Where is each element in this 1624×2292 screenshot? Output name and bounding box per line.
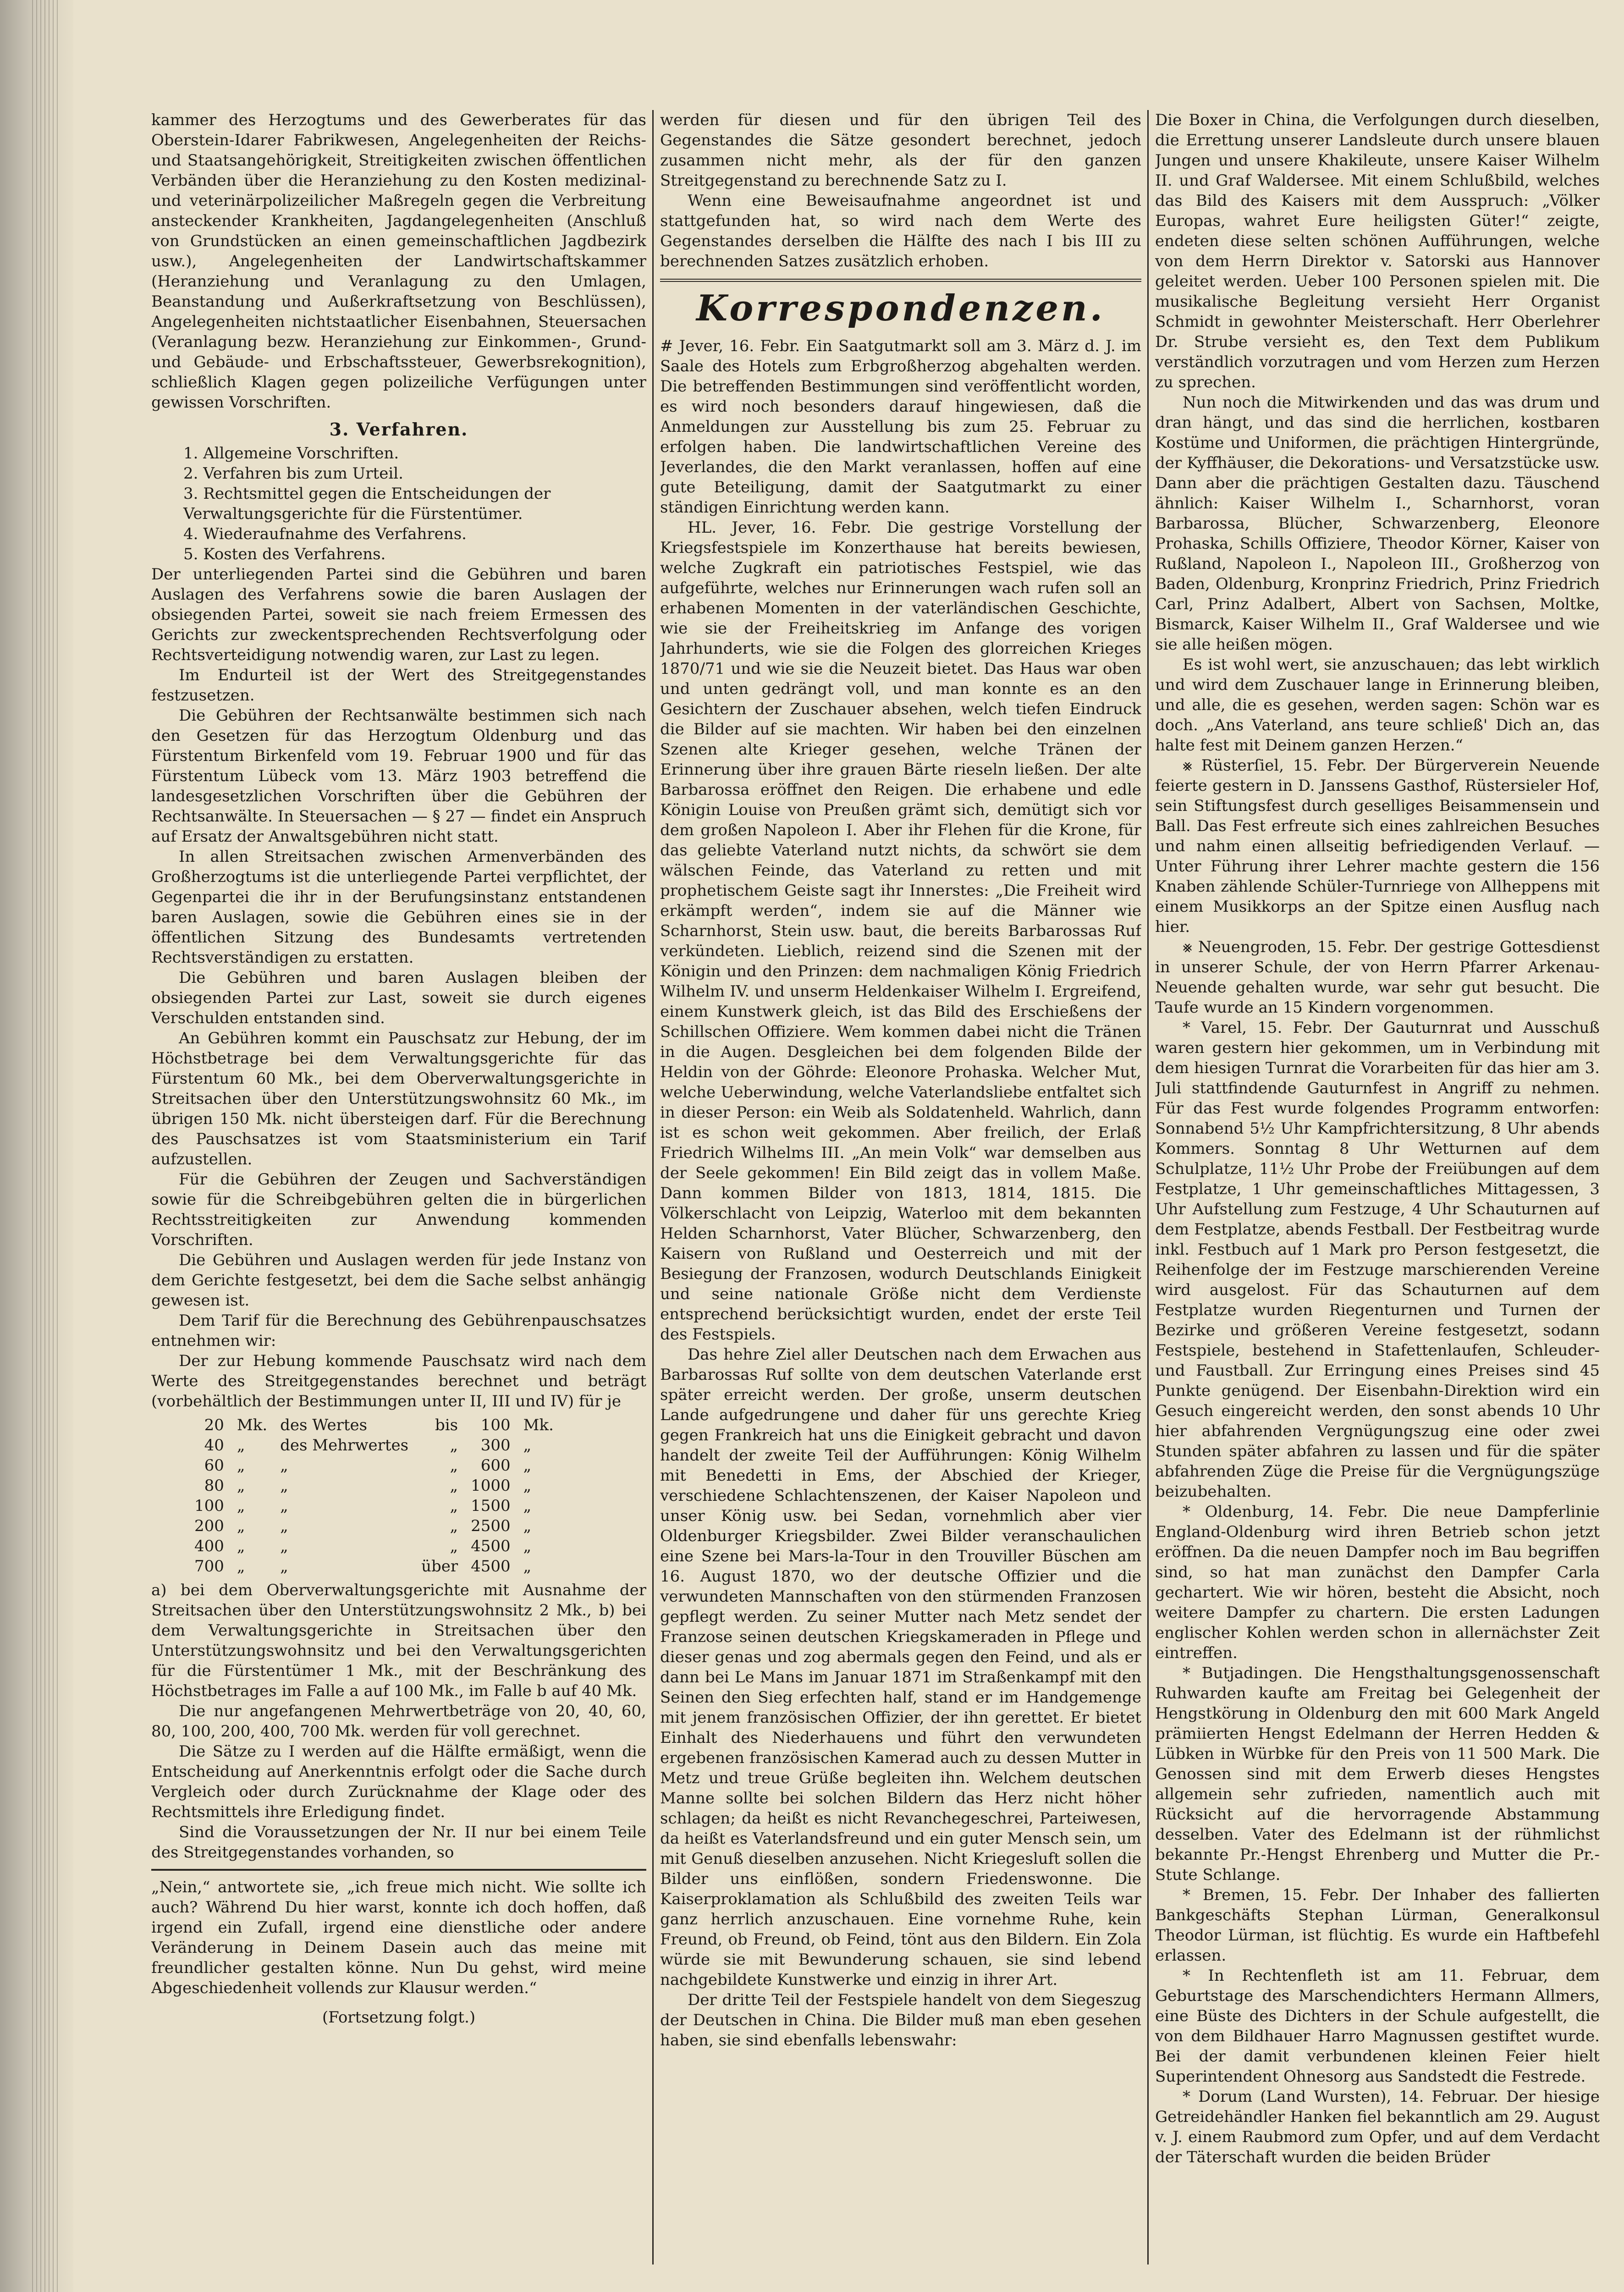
section-headline: Korrespondenzen.	[696, 287, 1105, 329]
news-item: # Jever, 16. Febr. Ein Saatgutmarkt soll am 3. März d. J. im Saale des Hotels zum Erbgroßherzog abgehalten werden. Die betreffenden Bestimmungen sind veröffentlicht worden, es wird noch besonders darauf hingewiesen, daß die Anmeldungen zur Ausstellung bis zum 25. Februar zu erfolgen haben. Die landwirtschaftlichen Vereine des Jeverlandes, die den Markt veranlassen, hoffen auf eine gute Beteiligung, damit der Saatgutmarkt zu einer ständigen Einrichtung werden kann.	[660, 337, 1141, 517]
table-cell: 80	[204, 1477, 224, 1495]
table-cell: „	[280, 1477, 288, 1495]
list-item: 4. Wiederaufnahme des Verfahrens.	[183, 525, 467, 543]
news-item: * In Rechtenfleth ist am 11. Februar, dem Geburtstage des Marschendichters Hermann Allmers, eine Büste des Dichters in der Schule aufgestellt, die von dem Bildhauer Harro Magnussen gestiftet wurde. Bei der damit verbundenen kleinen Feier hielt Superintendent Ohnesorg aus Sandstedt die Festrede.	[1155, 1967, 1600, 2086]
paragraph: Das hehre Ziel aller Deutschen nach dem Erwachen aus Barbarossas Ruf sollte von dem deutschen Vaterlande erst später erreicht werden. Der große, unserm deutschen Lande aufgedrungene und daher für uns gerechte Krieg gegen Frankreich hat uns die Einigkeit gebracht und davon handelt der zweite Teil der Aufführungen: König Wilhelm mit Benedetti in Ems, der Abschied der Krieger, verschiedene Schlachtenszenen, der Kaiser Napoleon und unser König usw. bei Sedan, vornehmlich aber vier Oldenburger Kriegsbilder. Zwei Bilder veranschaulichen eine Szene bei Mars-la-Tour in den Trouviller Büschen am 16. August 1870, wo der deutsche Offizier und die verwundeten Mannschaften von den stürmenden Franzosen gepflegt werden. Zu seiner Mutter nach Metz sendet der Franzose seinen deutschen Kriegskameraden in Pflege und dieser genas und zog abermals gegen den Feind, und als er dann bei Le Mans im Januar 1871 im Straßenkampf mit den Seinen den Sieg erfechten half, stand er im Handgemenge mit jenem französischen Offizier, der ihn gerettet. Er bietet Einhalt des Niederhauens und führt den verwundeten ergebenen französischen Kamerad auch zu dessen Mutter in Metz und treue Grüße begleiten ihn. Welchem deutschen Manne sollte bei solchen Bildern das Herz nicht höher schlagen; da heißt es nicht Revanchegeschrei, Parteiwesen, da heißt es Vaterlandsfreund und ein guter Mensch sein, um mit Genuß dieselben anzusehen. Nicht Kriegesluft sollen die Bilder uns einflößen, sondern Friedenswonne. Die Kaiserproklamation als Schlußbild des zweiten Teils war ganz herrlich anzuschauen. Eine vornehme Ruhe, kein Freund, ob Freund, ob Feind, tönt aus den Bildern. Ein Zola würde sie mit Bewunderung schauen, sie sind lebend nachgebildete Kunstwerke und einzig in ihrer Art.	[660, 1345, 1141, 1989]
table-cell: des Mehrwertes	[280, 1436, 409, 1455]
table-cell: „	[450, 1497, 458, 1515]
table-cell: 200	[194, 1517, 224, 1535]
paragraph: Wenn eine Beweisaufnahme angeordnet ist und stattgefunden hat, so wird nach dem Werte des Gegenstandes derselben die Hälfte des nach I bis III zu berechnenden Satzes zusätzlich erhoben.	[660, 192, 1141, 270]
table-cell: „	[280, 1497, 288, 1515]
paragraph: Der zur Hebung kommende Pauschsatz wird nach dem Werte des Streitgegenstandes berechnet und beträgt (vorbehältlich der Bestimmungen unter II, III und IV) für je	[151, 1352, 646, 1410]
table-cell: „	[523, 1517, 532, 1535]
table-cell: Mk.	[523, 1416, 554, 1434]
table-cell: „	[237, 1477, 245, 1495]
table-cell: Mk.	[237, 1416, 268, 1434]
section-heading: 3. Verfahren.	[329, 419, 468, 440]
binding-threads	[32, 0, 60, 2292]
table-cell: 60	[204, 1456, 224, 1475]
paragraph: Die nur angefangenen Mehrwertbeträge von 20, 40, 60, 80, 100, 200, 400, 700 Mk. werden für voll gerechnet.	[151, 1702, 646, 1741]
paragraph: Die Gebühren und Auslagen werden für jede Instanz von dem Gerichte festgesetzt, bei dem die Sache selbst anhängig gewesen ist.	[151, 1251, 646, 1310]
table-cell: 40	[204, 1436, 224, 1455]
table-cell: 1000	[471, 1477, 511, 1495]
table-cell: über	[421, 1557, 458, 1576]
table-cell: „	[523, 1477, 532, 1495]
table-cell: 600	[480, 1456, 511, 1475]
table-cell: bis	[435, 1416, 458, 1434]
table-cell: „	[450, 1436, 458, 1455]
list-item: 1. Allgemeine Vorschriften.	[183, 444, 399, 463]
paragraph: Für die Gebühren der Zeugen und Sachverständigen sowie für die Schreibgebühren gelten die in bürgerlichen Rechtsstreitigkeiten zur Anwendung kommenden Vorschriften.	[151, 1170, 646, 1249]
table-cell: 300	[480, 1436, 511, 1455]
table-cell: „	[450, 1517, 458, 1535]
table-cell: „	[280, 1517, 288, 1535]
table-row	[188, 1496, 560, 1516]
paragraph: Der dritte Teil der Festspiele handelt von dem Siegeszug der Deutschen in China. Die Bilder muß man eben gesehen haben, sie sind ebenfalls lebenswahr:	[660, 1991, 1141, 2050]
table-cell: des Wertes	[280, 1416, 368, 1434]
divider	[660, 279, 1141, 282]
table-cell: 4500	[471, 1537, 511, 1555]
table-cell: „	[280, 1557, 288, 1576]
table-cell: „	[237, 1497, 245, 1515]
paragraph: Im Endurteil ist der Wert des Streitgegenstandes festzusetzen.	[151, 666, 646, 705]
news-item: * Varel, 15. Febr. Der Gauturnrat und Ausschuß waren gestern hier gekommen, um in Verbindung mit dem hiesigen Turnrat die Vorarbeiten für das hier am 3. Juli stattfindende Gauturnfest in Angriff zu nehmen. Für das Fest wurde folgendes Programm entworfen: Sonnabend 5½ Uhr Kampfrichtersitzung, 8 Uhr abends Kommers. Sonntag 8 Uhr Wetturnen auf dem Schulplatze, 11½ Uhr Probe der Freiübungen auf dem Festplatze, 1 Uhr gemeinschaftliches Mittagessen, 3 Uhr Aufstellung zum Festzuge, 4 Uhr Schauturnen auf dem Festplatze, abends Festball. Der Festbeitrag wurde inkl. Festbuch auf 1 Mark pro Person festgesetzt, die Reihenfolge der im Festzuge marschierenden Vereine wird ausgelost. Für das Schauturnen auf dem Festplatze wurden Riegenturnen und Turnen der Bezirke und größeren Vereine festgesetzt, sodann Festspiele, bestehend in Stafettenlaufen, Schleuder- und Faustball. Zur Erringung eines Preises sind 45 Punkte genügend. Der Eisenbahn-Direktion wird ein Gesuch eingereicht werden, den sonst abends 10 Uhr hier abfahrenden Vergnügungszug eine oder zwei Stunden später abfahren zu lassen und für die später abfahrenden Züge die Preise für die Vergnügungszüge beizubehalten.	[1155, 1019, 1600, 1501]
news-item: * Oldenburg, 14. Febr. Die neue Dampferlinie England-Oldenburg wird ihren Betrieb schon jetzt eröffnen. Da die neuen Dampfer noch im Bau begriffen sind, so hat man zunächst den Dampfer Carla gechartert. Wie wir hören, besteht die Absicht, noch weitere Dampfer zu chartern. Die ersten Ladungen englischer Kohlen werden schon in allernächster Zeit eintreffen.	[1155, 1503, 1600, 1662]
binding-gutter	[0, 0, 73, 2292]
news-item: * Bremen, 15. Febr. Der Inhaber des fallierten Bankgeschäfts Stephan Lürman, Generalkonsul Theodor Lürman, ist flüchtig. Es wurde ein Haftbefehl erlassen.	[1155, 1886, 1600, 1965]
news-item: HL. Jever, 16. Febr. Die gestrige Vorstellung der Kriegsfestspiele im Konzerthause hat bereits bewiesen, welche Zugkraft ein patriotisches Festspiel, wie das aufgeführte, welches nur Erinnerungen wach rufen soll an erhabenen Momenten in der vaterländischen Geschichte, wie sie der Freiheitskrieg im Anfange des vorigen Jahrhunderts, wie sie die Folgen des glorreichen Krieges 1870/71 und wie sie die Neuzeit bietet. Das Haus war oben und unten gedrängt voll, und man konnte es an den Gesichtern der Zuschauer absehen, welch tiefen Eindruck die Bilder auf sie machten. Wir haben bei den einzelnen Szenen alte Krieger gesehen, welche Tränen der Erinnerung über ihre grauen Bärte rieseln ließen. Der alte Barbarossa eröffnet den Reigen. Die erhabene und edle Königin Louise von Preußen grämt sich, demütigt sich vor dem großen Napoleon I. Aber ihr Flehen für die Krone, für das geliebte Vaterland nutzt nichts, da schwört sie dem wälschen Feinde, das Vaterland zu retten und mit prophetischem Geiste sagt ihr Innerstes: „Die Freiheit wird erkämpft werden“, indem sie auf die Männer wie Scharnhorst, Stein usw. baut, die bereits Barbarossas Ruf verkündeten. Lieblich, reizend sind die Szenen mit der Königin und den Prinzen: dem nachmaligen König Friedrich Wilhelm IV. und unserm Heldenkaiser Wilhelm I. Ergreifend, einem Kunstwerk gleich, ist das Bild des Erschießens der Schillschen Offiziere. Wem kommen dabei nicht die Tränen in die Augen. Desgleichen bei dem folgenden Bilde der Heldin von der Göhrde: Eleonore Prohaska. Welcher Mut, welche Ueberwindung, welche Vaterlandsliebe entfaltet sich in dieser Person: ein Weib als Soldatenheld. Wahrlich, dann ist es schon weit gekommen. Aber freilich, der Erlaß Friedrich Wilhelms III. „An mein Volk“ war demselben aus der Seele gekommen! Ein Bild zeigt das in vollem Maße. Dann kommen Bilder von 1813, 1814, 1815. Die Völkerschlacht von Leipzig, Waterloo mit dem bekannten Helden Scharnhorst, Vater Blücher, Schwarzenberg, den Kaisern von Rußland und Oesterreich und mit der Besiegung der Franzosen, wodurch Deutschlands Einigkeit und seine nationale Größe nicht dem Verdienste entsprechend berücksichtigt wurden, endet der erste Teil des Festspiels.	[660, 518, 1141, 1344]
table-cell: „	[523, 1537, 532, 1555]
paragraph: Nun noch die Mitwirkenden und das was drum und dran hängt, und das sind die herrlichen, kostbaren Kostüme und Uniformen, die prächtigen Hintergründe, der Kyffhäuser, die Dekorations- und Versatzstücke usw. Dann aber die prächtigen Gestalten dazu. Täuschend ähnlich: Kaiser Wilhelm I., Scharnhorst, voran Barbarossa, Blücher, Schwarzenberg, Eleonore Prohaska, Schills Offiziere, Theodor Körner, Kaiser von Rußland, Napoleon I., Napoleon III., Großherzog von Baden, Oldenburg, Kronprinz Friedrich, Prinz Friedrich Carl, Prinz Adalbert, Albert von Sachsen, Moltke, Bismarck, Kaiser Wilhelm II., Graf Waldersee und wie sie alle heißen mögen.	[1155, 393, 1600, 654]
table-row	[188, 1415, 560, 1435]
table-cell: „	[280, 1537, 288, 1555]
news-item: ⨳ Rüsterſiel, 15. Febr. Der Bürgerverein Neuende feierte gestern in D. Janssens Gasthof, Rüstersieler Hof, sein Stiftungsfest durch geselliges Beisammensein und Ball. Das Fest erfreute sich eines zahlreichen Besuches und nahm einen allseitig befriedigenden Verlauf. — Unter Führung ihrer Lehrer machte gestern die 156 Knaben zählende Schüler-Turnriege von Allheppens mit einem Musikkorps an der Spitze einen Ausflug nach hier.	[1155, 756, 1600, 936]
table-cell: 2500	[471, 1517, 511, 1535]
paragraph: Es ist wohl wert, sie anzuschauen; das lebt wirklich und wird dem Zuschauer lange in Erinnerung bleiben, und alle, die es gesehen, werden sagen: Schön war es doch. „Ans Vaterland, ans teure schließ' Dich an, das halte fest mit Deinem ganzen Herzen.“	[1155, 656, 1600, 755]
table-row	[188, 1556, 560, 1576]
column-rule	[1147, 110, 1149, 2264]
table-cell: 1500	[471, 1497, 511, 1515]
paragraph: werden für diesen und für den übrigen Teil des Gegenstandes die Sätze gesondert berechnet, jedoch zusammen nicht mehr, als der für den ganzen Streitgegenstand zu berechnende Satz zu I.	[660, 111, 1141, 190]
table-cell: 400	[194, 1537, 224, 1555]
table-row	[188, 1516, 560, 1536]
table-cell: „	[523, 1557, 532, 1576]
table-cell: „	[523, 1456, 532, 1475]
table-cell: „	[237, 1557, 245, 1576]
fee-table	[188, 1415, 560, 1576]
paragraph: kammer des Herzogtums und des Gewerberates für das Oberstein-Idarer Fabrikwesen, Angelegenheiten der Reichs- und Staatsangehörigkeit, Streitigkeiten zwischen öffentlichen Verbänden über die Heranziehung zu den Kosten medizinal- und veterinärpolizeilicher Maßregeln gegen die Verbreitung ansteckender Krankheiten, Jagdangelegenheiten (Anschluß von Grundstücken an einen gemeinschaftlichen Jagdbezirk usw.), Angelegenheiten der Landwirtschaftskammer (Heranziehung und Veranlagung zu den Umlagen, Beanstandung und Außerkraftsetzung von Beschlüssen), Angelegenheiten nichtstaatlicher Eisenbahnen, Steuersachen (Veranlagung bezw. Heranziehung zur Einkommen-, Grund- und Gebäude- und Erbschaftssteuer, Gewerbsrekognition), schließlich Klagen gegen polizeiliche Verfügungen unter gewissen Vorschriften.	[151, 111, 646, 412]
table-cell: 20	[204, 1416, 224, 1434]
table-cell: 700	[194, 1557, 224, 1576]
paragraph: a) bei dem Oberverwaltungsgerichte mit Ausnahme der Streitsachen über den Unterstützungswohnsitz 2 Mk., b) bei dem Verwaltungsgerichte in Streitsachen über den Unterstützungswohnsitz und bei den Verwaltungsgerichten für die Fürstentümer 1 Mk., mit der Beschränkung des Höchstbetrages im Falle a auf 100 Mk., im Falle b auf 40 Mk.	[151, 1581, 646, 1700]
news-item: * Dorum (Land Wursten), 14. Februar. Der hiesige Getreidehändler Hanken fiel bekanntlich am 29. August v. J. einem Raubmord zum Opfer, und auf dem Verdacht der Täterschaft wurden die beiden Brüder	[1155, 2088, 1600, 2166]
table-row	[188, 1536, 560, 1556]
table-cell: „	[237, 1456, 245, 1475]
table-cell: „	[237, 1517, 245, 1535]
paragraph: Sind die Voraussetzungen der Nr. II nur bei einem Teile des Streitgegenstandes vorhanden, so	[151, 1823, 646, 1862]
column-2	[660, 110, 1141, 2292]
table-cell: 100	[194, 1497, 224, 1515]
serial-paragraph: „Nein,“ antwortete sie, „ich freue mich nicht. Wie sollte ich auch? Während Du hier warst, konnte ich doch hoffen, daß irgend ein Zufall, irgend eine dienstliche oder andere Veränderung in Deinem Dasein auch das meine mit freundlicher gestalten könne. Nun Du gehst, wird meine Abgeschiedenheit vollends zur Klausur werden.“	[151, 1878, 646, 1997]
divider	[151, 1869, 646, 1871]
newspaper-page	[151, 110, 1600, 2292]
table-cell: „	[523, 1436, 532, 1455]
table-row	[188, 1435, 560, 1455]
paragraph: Die Boxer in China, die Verfolgungen durch dieselben, die Errettung unserer Landsleute durch unsere blauen Jungen und unsere Khakileute, unsere Kaiser Wilhelm II. und Graf Waldersee. Mit einem Schlußbild, welches das Bild des Kaisers mit dem Ausspruch: „Völker Europas, wahret Eure heiligsten Güter!“ zeigte, endeten diese selten schönen Aufführungen, welche von dem Herrn Direktor v. Satorski aus Hannover geleitet werden. Ueber 100 Personen spielen mit. Die musikalische Begleitung versieht Herr Organist Schmidt in gewohnter Meisterschaft. Herr Oberlehrer Dr. Strube versieht es, den Text dem Publikum verständlich vorzutragen und vom Herzen zum Herzen zu sprechen.	[1155, 111, 1600, 391]
table-cell: „	[237, 1537, 245, 1555]
table-cell: „	[523, 1497, 532, 1515]
paragraph: An Gebühren kommt ein Pauschsatz zur Hebung, der im Höchstbetrage bei dem Verwaltungsgerichte für das Fürstentum 60 Mk., bei dem Oberverwaltungsgerichte in Streitsachen über den Unterstützungswohnsitz 60 Mk., im übrigen 150 Mk. nicht übersteigen darf. Für die Berechnung des Pauschsatzes ist vom Staatsministerium ein Tarif aufzustellen.	[151, 1029, 646, 1168]
column-1	[151, 110, 646, 2292]
news-item: * Butjadingen. Die Hengsthaltungsgenossenschaft Ruhwarden kaufte am Freitag bei Gelegenheit der Hengstkörung in Oldenburg den mit 600 Mark Angeld prämiierten Hengst Edelmann der Herren Hedden & Lübken in Würbke für den Preis von 11 500 Mark. Die Genossen sind mit dem Erwerb dieses Hengstes allgemein sehr zufrieden, namentlich auch mit Rücksicht auf die hervorragende Abstammung desselben. Vater des Edelmann ist der rühmlichst bekannte Pr.-Hengst Ehrenberg und Mutter die Pr.-Stute Schlange.	[1155, 1664, 1600, 1884]
table-cell: „	[450, 1537, 458, 1555]
continuation-note: (Fortsetzung folgt.)	[322, 2008, 476, 2027]
list-item: 2. Verfahren bis zum Urteil.	[183, 464, 403, 483]
procedure-list	[183, 443, 646, 564]
paragraph: Die Sätze zu I werden auf die Hälfte ermäßigt, wenn die Entscheidung auf Anerkenntnis erfolgt oder die Sache durch Vergleich oder durch Zurücknahme der Klage oder des Rechtsmittels ihre Erledigung findet.	[151, 1742, 646, 1821]
column-rule	[652, 110, 654, 2264]
paragraph: Die Gebühren der Rechtsanwälte bestimmen sich nach den Gesetzen für das Herzogtum Oldenburg und das Fürstentum Birkenfeld vom 19. Februar 1900 und für das Fürstentum Lübeck vom 13. März 1903 betreffend die landesgesetzlichen Vorschriften über die Gebühren der Rechtsanwälte. In Steuersachen — § 27 — findet ein Anspruch auf Ersatz der Anwaltsgebühren nicht statt.	[151, 706, 646, 846]
paragraph: Der unterliegenden Partei sind die Gebühren und baren Auslagen des Verfahrens sowie die baren Auslagen der obsiegenden Partei, soweit sie nach freiem Ermessen des Gerichts zur zweckentsprechenden Rechtsverfolgung oder Rechtsverteidigung notwendig waren, zur Last zu legen.	[151, 565, 646, 664]
table-row	[188, 1455, 560, 1476]
paragraph: Dem Tarif für die Berechnung des Gebührenpauschsatzes entnehmen wir:	[151, 1311, 646, 1350]
table-cell: „	[237, 1436, 245, 1455]
table-row	[188, 1476, 560, 1496]
table-cell: 100	[480, 1416, 511, 1434]
news-item: ⨳ Neuengroden, 15. Febr. Der gestrige Gottesdienst in unserer Schule, der von Herrn Pfarrer Arkenau-Neuende gehalten wurde, war sehr gut besucht. Die Taufe wurde an 15 Kindern vorgenommen.	[1155, 938, 1600, 1017]
table-cell: 4500	[471, 1557, 511, 1576]
column-3	[1155, 110, 1600, 2292]
table-cell: „	[280, 1456, 288, 1475]
table-cell: „	[450, 1477, 458, 1495]
paragraph: In allen Streitsachen zwischen Armenverbänden des Großherzogtums ist die unterliegende Partei verpflichtet, der Gegenpartei die ihr in der Berufungsinstanz entstandenen baren Auslagen, sowie die Gebühren eines sie in der öffentlichen Sitzung des Bundesamts vertretenden Rechtsverständigen zu erstatten.	[151, 848, 646, 967]
list-item: 5. Kosten des Verfahrens.	[183, 545, 386, 563]
list-item: 3. Rechtsmittel gegen die Entscheidungen der Verwaltungsgerichte für die Fürstentümer.	[183, 485, 551, 523]
paragraph: Die Gebühren und baren Auslagen bleiben der obsiegenden Partei zur Last, soweit sie durch eigenes Verschulden entstanden sind.	[151, 969, 646, 1027]
table-cell: „	[450, 1456, 458, 1475]
